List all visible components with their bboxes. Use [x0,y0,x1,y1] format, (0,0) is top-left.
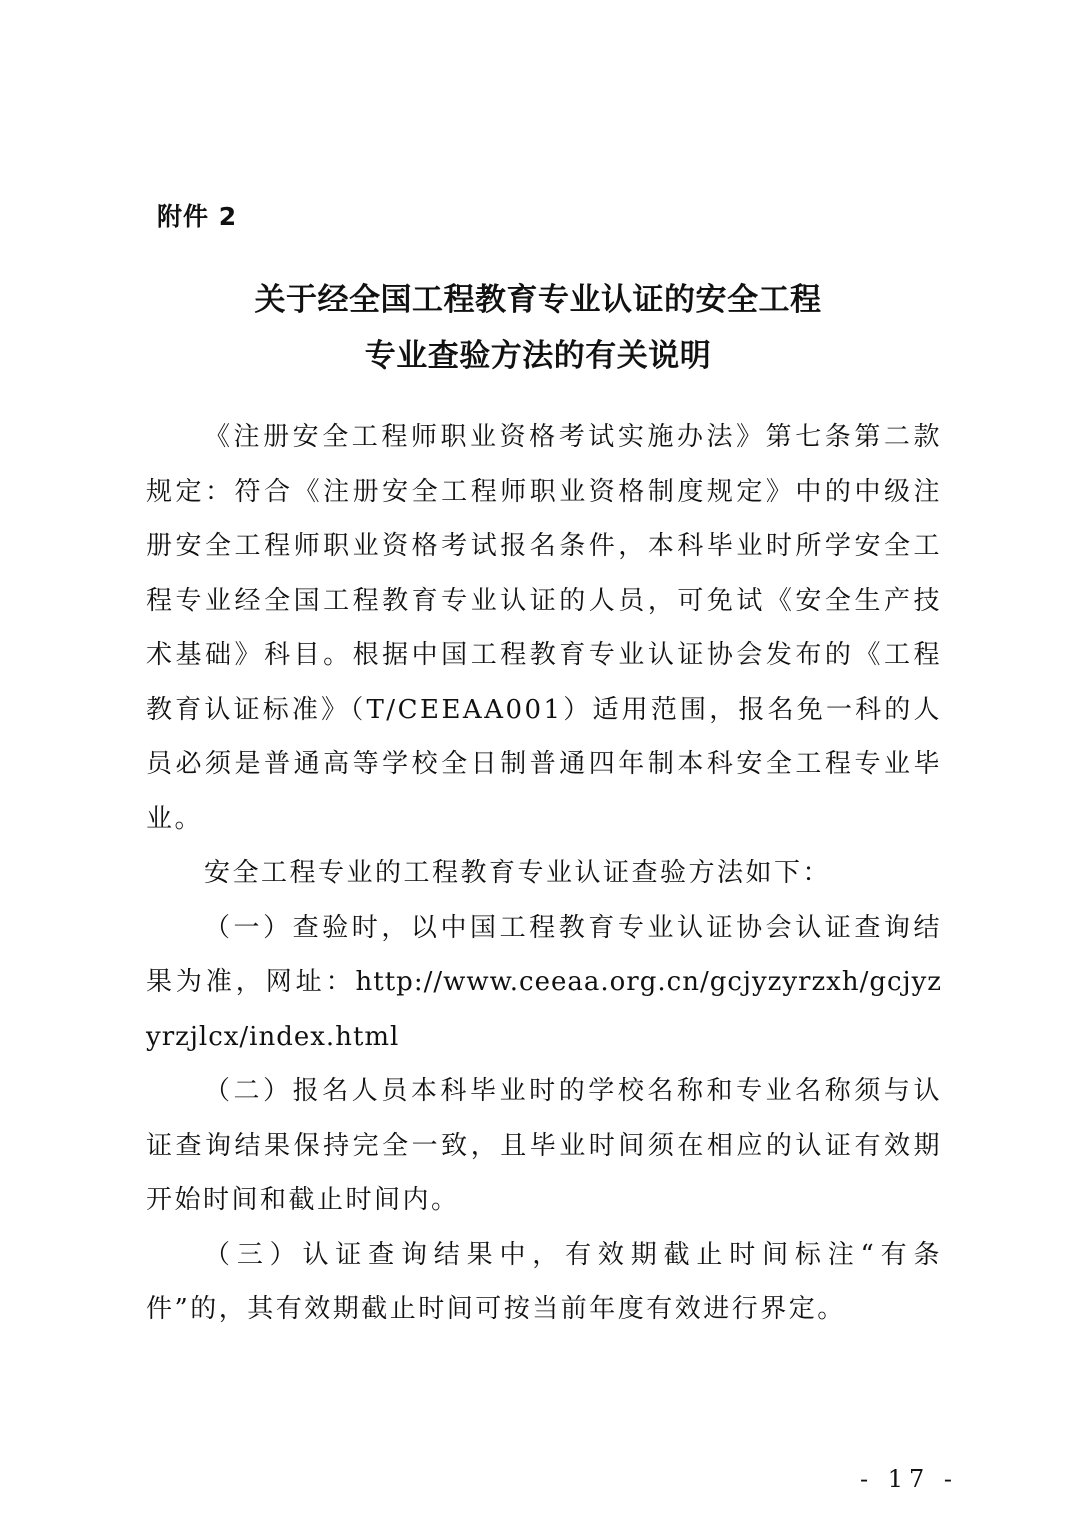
query-url-link[interactable]: http://www.ceeaa.org.cn/gcjyzyrzxh/gcjyzyrzjlcx/index.html [146,967,942,1052]
paragraph-regulation: 《注册安全工程师职业资格考试实施办法》第七条第二款规定：符合《注册安全工程师职业资格制度规定》中的中级注册安全工程师职业资格考试报名条件，本科毕业时所学安全工程专业经全国工程教育专业认证的人员，可免试《安全生产技术基础》科目。根据中国工程教育专业认证协会发布的《工程教育认证标准》（T/CEEAA001）适用范围，报名免一科的人员必须是普通高等学校全日制普通四年制本科安全工程专业毕业。 [146,422,942,834]
document-body [146,410,942,1337]
paragraph-item-1 [146,901,942,1065]
paragraph-method-intro: 安全工程专业的工程教育专业认证查验方法如下： [204,858,832,888]
attachment-label: 附件 2 [157,202,238,231]
document-title [0,272,1076,384]
paragraph-item-3: （三）认证查询结果中，有效期截止时间标注“有条件”的，其有效期截止时间可按当前年度有效进行界定。 [146,1239,942,1324]
page-number: - 17 - [860,1465,959,1493]
paragraph-item-2: （二）报名人员本科毕业时的学校名称和专业名称须与认证查询结果保持完全一致，且毕业时间须在相应的认证有效期开始时间和截止时间内。 [146,1076,942,1215]
item-1-text: （一）查验时，以中国工程教育专业认证协会认证查询结果为准，网址： [146,912,942,997]
title-line-2: 专业查验方法的有关说明 [364,338,712,374]
title-line-1: 关于经全国工程教育专业认证的安全工程 [254,282,822,318]
